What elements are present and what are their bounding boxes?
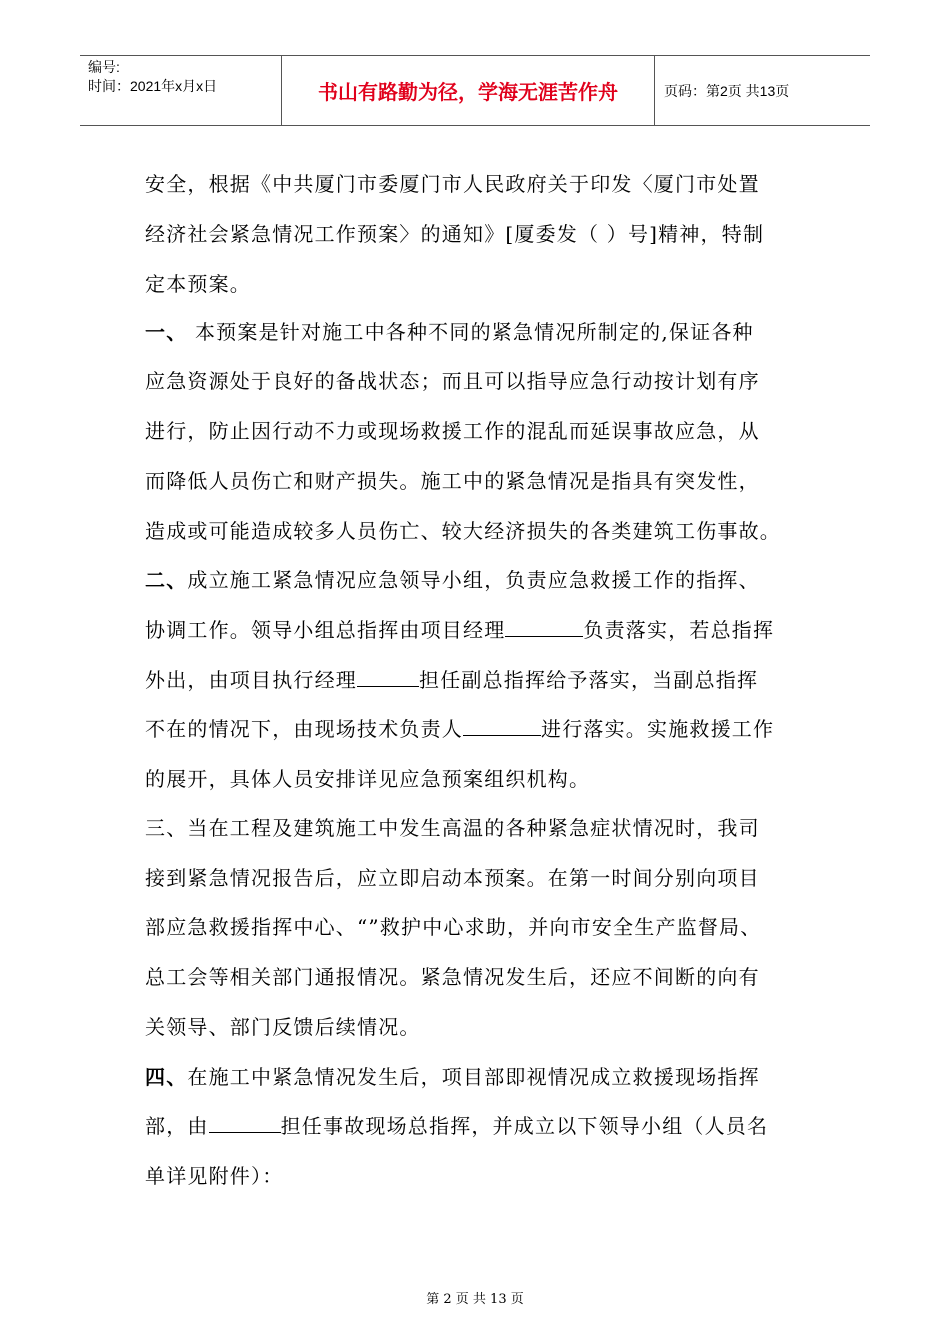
body-line: 造成或可能造成较多人员伤亡、较大经济损失的各类建筑工伤事故。 <box>145 519 781 543</box>
body-line: 协调工作。领导小组总指挥由项目经理 负责落实，若总指挥 <box>145 618 775 642</box>
body-line: 定本预案。 <box>145 272 251 296</box>
section-1-number: 一、 <box>145 320 188 344</box>
section-2-line: 二、成立施工紧急情况应急领导小组，负责应急救援工作的指挥、 <box>145 568 760 592</box>
body-line: 安全，根据《中共厦门市委厦门市人民政府关于印发〈厦门市处置 <box>145 172 760 196</box>
body-line: 部应急救援指挥中心、“”救护中心求助，并向市安全生产监督局、 <box>145 915 762 939</box>
fill-in-blank <box>357 668 419 687</box>
fill-in-blank <box>209 1114 281 1133</box>
body-line: 的展开，具体人员安排详见应急预案组织机构。 <box>145 767 591 791</box>
page-footer: 第 2 页 共 13 页 <box>426 1292 524 1307</box>
body-line: 应急资源处于良好的备战状态；而且可以指导应急行动按计划有序 <box>145 369 760 393</box>
body-line: 单详见附件）： <box>145 1164 284 1188</box>
body-line: 总工会等相关部门通报情况。紧急情况发生后，还应不间断的向有 <box>145 965 760 989</box>
body-line: 而降低人员伤亡和财产损失。施工中的紧急情况是指具有突发性， <box>145 469 760 493</box>
section-4-line: 四、在施工中紧急情况发生后，项目部即视情况成立救援现场指挥 <box>145 1065 760 1089</box>
body-line: 经济社会紧急情况工作预案〉的通知》[厦委发（ ）号]精神，特制 <box>145 222 765 246</box>
document-number-label: 编号: <box>88 59 120 75</box>
header-meta <box>88 58 217 96</box>
fill-in-blank <box>505 618 583 637</box>
section-4-number: 四、 <box>145 1065 188 1089</box>
section-2-number: 二、 <box>145 568 188 592</box>
body-line: 外出，由项目执行经理 担任副总指挥给予落实，当副总指挥 <box>145 668 759 692</box>
header-motto: 书山有路勤为径，学海无涯苦作舟 <box>281 56 655 125</box>
body-line: 三、当在工程及建筑施工中发生高温的各种紧急症状情况时，我司 <box>145 816 760 840</box>
body-line: 不在的情况下，由现场技术负责人 进行落实。实施救援工作 <box>145 717 775 741</box>
body-line: 关领导、部门反馈后续情况。 <box>145 1015 421 1039</box>
body-line: 进行，防止因行动不力或现场救援工作的混乱而延误事故应急，从 <box>145 419 760 443</box>
fill-in-blank <box>463 717 541 736</box>
document-time-label: 时间：2021年x月x日 <box>88 78 218 94</box>
page-header <box>80 55 870 126</box>
section-1-line: 一、 本预案是针对施工中各种不同的紧急情况所制定的,保证各种 <box>145 320 754 344</box>
body-line: 部，由 担任事故现场总指挥，并成立以下领导小组（人员名 <box>145 1114 769 1138</box>
header-page-label: 页码：第2页 共13页 <box>664 82 790 99</box>
body-line: 接到紧急情况报告后，应立即启动本预案。在第一时间分别向项目 <box>145 866 760 890</box>
